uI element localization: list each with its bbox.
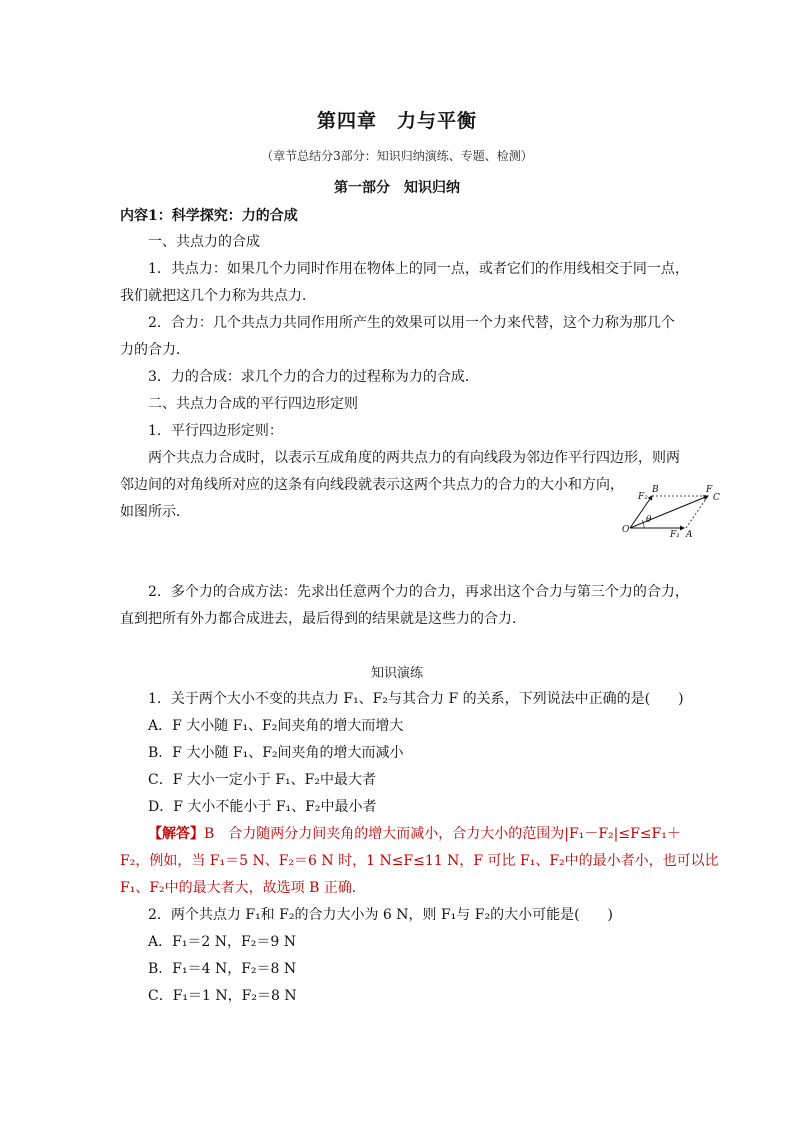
label-b: B bbox=[652, 485, 659, 495]
paragraph-2b: 力的合力． bbox=[120, 342, 190, 358]
content-heading: 内容1：科学探究：力的合成 bbox=[120, 208, 298, 224]
question-2: 2．两个共点力 F₁和 F₂的合力大小为 6 N，则 F₁与 F₂的大小可能是( ) bbox=[148, 907, 613, 923]
paragraph-6a: 2．多个力的合成方法：先求出任意两个力的合力，再求出这个合力与第三个力的合力， bbox=[148, 584, 689, 600]
subheading-2: 二、共点力合成的平行四边形定则 bbox=[148, 396, 358, 412]
paragraph-5b: 邻边间的对角线所对应的这条有向线段就表示这两个共点力的合力的大小和方向， bbox=[120, 477, 624, 493]
paragraph-3: 3．力的合成：求几个力的合力的过程称为力的合成． bbox=[148, 369, 479, 385]
q1-option-c: C．F 大小一定小于 F₁、F₂中最大者 bbox=[148, 772, 376, 788]
paragraph-5a: 两个共点力合成时，以表示互成角度的两共点力的有向线段为邻边作平行四边形，则两 bbox=[148, 450, 680, 466]
answer-1-text-a: B 合力随两分力间夹角的增大而减小，合力大小的范围为|F₁－F₂|≤F≤F₁＋ bbox=[204, 826, 681, 842]
q2-option-b: B．F₁＝4 N，F₂＝8 N bbox=[148, 961, 297, 977]
label-f2: F₂ bbox=[638, 492, 648, 502]
label-f: F bbox=[706, 485, 713, 495]
answer-tag: 【解答】 bbox=[148, 826, 204, 842]
chapter-title: 第四章 力与平衡 bbox=[316, 110, 477, 132]
chapter-subtitle: （章节总结分3部分：知识归纳演练、专题、检测） bbox=[261, 149, 533, 163]
answer-1-line-a bbox=[148, 825, 681, 843]
label-theta: θ bbox=[646, 515, 652, 525]
paragraph-6b: 直到把所有外力都合成进去，最后得到的结果就是这些力的合力． bbox=[120, 611, 526, 627]
answer-1-line-c: F₁、F₂中的最大者大，故选项 B 正确． bbox=[120, 880, 366, 896]
practice-heading: 知识演练 bbox=[370, 666, 423, 681]
question-1: 1．关于两个大小不变的共点力 F₁、F₂与其合力 F 的关系，下列说法中正确的是( ) bbox=[148, 691, 684, 707]
paragraph-1a: 1．共点力：如果几个力同时作用在物体上的同一点，或者它们的作用线相交于同一点， bbox=[148, 261, 689, 277]
q2-option-a: A．F₁＝2 N，F₂＝9 N bbox=[148, 934, 296, 950]
part-title: 第一部分 知识归纳 bbox=[334, 180, 460, 196]
angle-arc bbox=[642, 520, 644, 528]
label-o: O bbox=[622, 525, 630, 535]
paragraph-5c: 如图所示． bbox=[120, 504, 190, 520]
paragraph-4: 1．平行四边形定则： bbox=[148, 423, 283, 439]
q1-option-b: B．F 大小随 F₁、F₂间夹角的增大而减小 bbox=[148, 745, 404, 761]
q1-option-a: A．F 大小随 F₁、F₂间夹角的增大而增大 bbox=[148, 718, 404, 734]
label-f1: F₁ bbox=[670, 530, 680, 540]
answer-1-line-b: F₂，例如，当 F₁＝5 N、F₂＝6 N 时，1 N≤F≤11 N，F 可比 F₁、F₂中的最小者小，也可以比 bbox=[120, 853, 719, 869]
label-c: C bbox=[713, 493, 720, 503]
paragraph-1b: 我们就把这几个力称为共点力． bbox=[120, 288, 316, 304]
q1-option-d: D．F 大小不能小于 F₁、F₂中最小者 bbox=[148, 799, 377, 815]
paragraph-2a: 2．合力：几个共点力共同作用所产生的效果可以用一个力来代替，这个力称为那几个 bbox=[148, 315, 675, 331]
subheading-1: 一、共点力的合成 bbox=[148, 234, 260, 250]
parallelogram-diagram bbox=[622, 482, 728, 542]
label-a: A bbox=[686, 530, 693, 540]
q2-option-c: C．F₁＝1 N，F₂＝8 N bbox=[148, 988, 297, 1004]
